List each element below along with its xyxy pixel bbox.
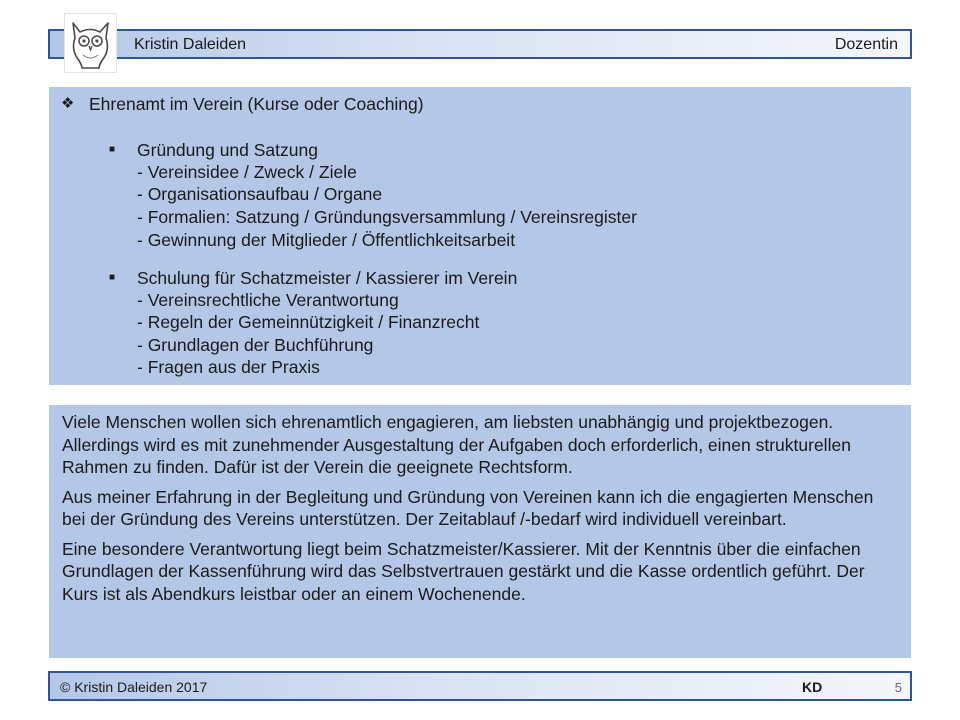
owl-icon — [65, 14, 116, 72]
square-bullet-icon: ■ — [109, 144, 116, 155]
header-bar — [48, 29, 912, 59]
description-paragraph: Viele Menschen wollen sich ehrenamtlich engagieren, am liebsten unabhängig und projektbezogen. Allerdings wird es mit zunehmender Ausgestaltung der Aufgaben doch erforderlich, einen strukturellen Rahmen zu finden. Dafür ist der Verein die geeignete Rechtsform. — [62, 412, 851, 477]
description-paragraph: Aus meiner Erfahrung in der Begleitung und Gründung von Vereinen kann ich die engagierten Menschen bei der Gründung des Vereins unterstützen. Der Zeitablauf /-bedarf wird individuell vereinbart. — [62, 486, 874, 529]
description-panel — [49, 405, 911, 658]
section-item: - Organisationsaufbau / Organe — [137, 184, 383, 204]
page-number: 5 — [894, 680, 902, 695]
topic-title: Ehrenamt im Verein (Kurse oder Coaching) — [89, 94, 424, 114]
description-paragraph: Eine besondere Verantwortung liegt beim Schatzmeister/Kassierer. Mit der Kenntnis über die einfachen Grundlagen der Kassenführung wird das Selbstvertrauen gestärkt und die Kasse ordentlich geführt. Der Kurs ist als Abendkurs leistbar oder an einem Wochenende. — [62, 538, 865, 604]
lecturer-role: Dozentin — [834, 36, 898, 53]
section-item: - Vereinsidee / Zweck / Ziele — [137, 162, 357, 182]
copyright-text: © Kristin Daleiden 2017 — [60, 679, 208, 695]
section-heading: Schulung für Schatzmeister / Kassierer im Verein — [137, 268, 518, 288]
section-item: - Gewinnung der Mitglieder / Öffentlichkeitsarbeit — [137, 230, 516, 250]
section-item: - Vereinsrechtliche Verantwortung — [137, 290, 399, 310]
topic-panel — [49, 87, 911, 385]
section-item: - Fragen aus der Praxis — [137, 357, 320, 377]
section-heading: Gründung und Satzung — [137, 140, 318, 160]
section-item: - Formalien: Satzung / Gründungsversammlung / Vereinsregister — [137, 207, 637, 227]
square-bullet-icon: ■ — [109, 272, 116, 283]
section-item: - Regeln der Gemeinnützigkeit / Finanzrecht — [137, 312, 480, 332]
owl-logo — [64, 13, 117, 73]
diamond-bullet-icon: ❖ — [61, 95, 75, 112]
footer-initials: KD — [802, 679, 823, 695]
lecturer-name: Kristin Daleiden — [134, 36, 247, 53]
footer-bar — [48, 671, 912, 701]
section-item: - Grundlagen der Buchführung — [137, 335, 374, 355]
